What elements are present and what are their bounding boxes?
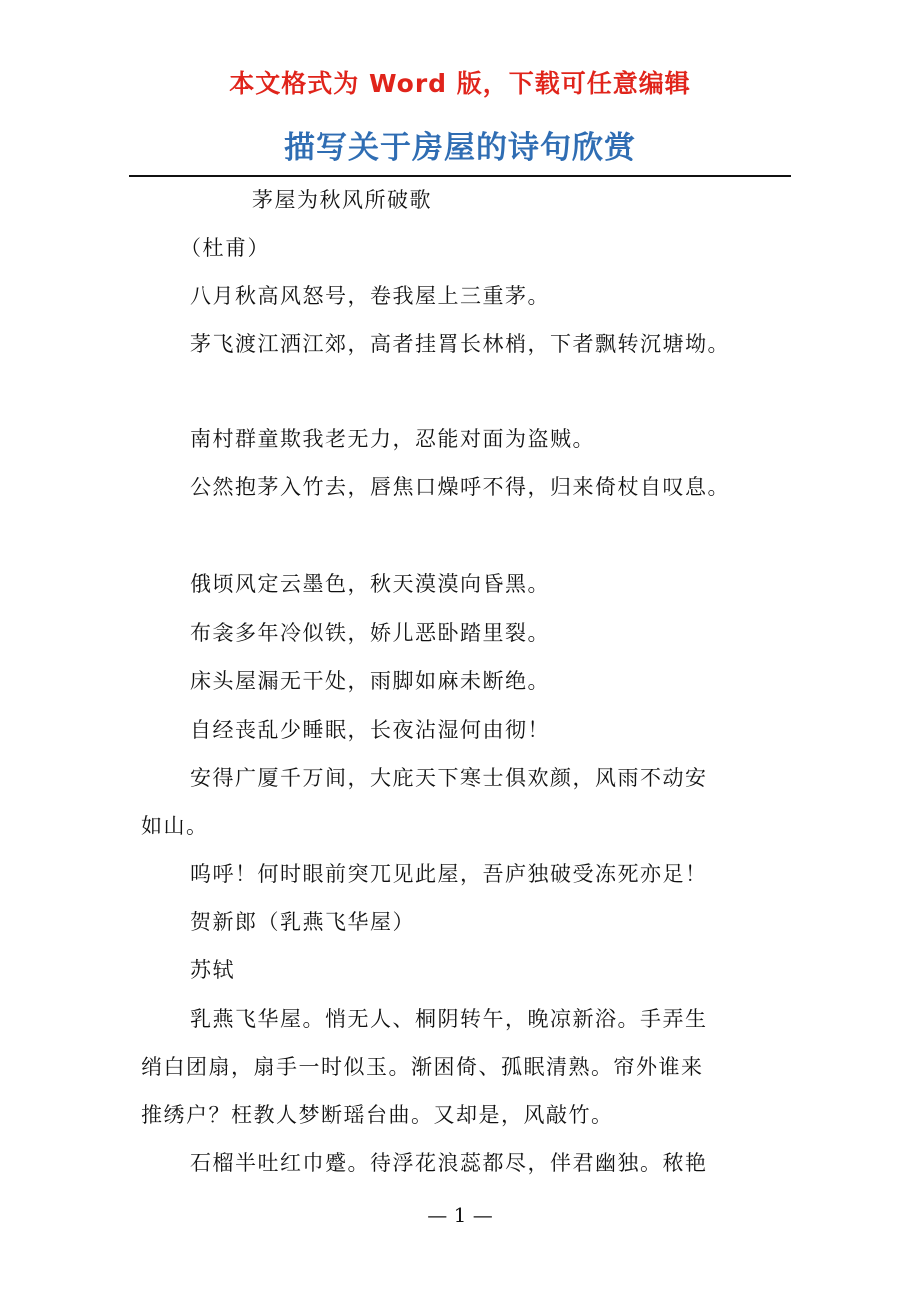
verse-line: 乳燕飞华屋。悄无人、桐阴转午，晚凉新浴。手弄生 — [190, 1007, 708, 1031]
author-line: （杜甫） — [180, 236, 270, 260]
author-line: 苏轼 — [190, 958, 235, 982]
document-title: 描写关于房屋的诗句欣赏 — [284, 130, 636, 166]
verse-line: 南村群童欺我老无力，忍能对面为盗贼。 — [190, 427, 595, 451]
download-notice-banner: 本文格式为 Word 版，下载可任意编辑 — [229, 69, 691, 98]
verse-line: 公然抱茅入竹去，唇焦口燥呼不得，归来倚杖自叹息。 — [190, 475, 730, 499]
verse-line: 茅飞渡江洒江郊，高者挂罥长林梢，下者飘转沉塘坳。 — [190, 332, 730, 356]
verse-line: 布衾多年冷似铁，娇儿恶卧踏里裂。 — [190, 621, 550, 645]
verse-line: 八月秋高风怒号，卷我屋上三重茅。 — [190, 284, 550, 308]
poem-title-line: 茅屋为秋风所破歌 — [252, 188, 432, 212]
page-number: — 1 — — [427, 1203, 493, 1227]
verse-line: 俄顷风定云墨色，秋天漠漠向昏黑。 — [190, 572, 550, 596]
verse-line: 呜呼！何时眼前突兀见此屋，吾庐独破受冻死亦足！ — [190, 862, 708, 886]
verse-line: 石榴半吐红巾蹙。待浮花浪蕊都尽，伴君幽独。秾艳 — [190, 1151, 708, 1175]
verse-line-continuation: 绡白团扇，扇手一时似玉。渐困倚、孤眠清熟。帘外谁来 — [141, 1055, 704, 1079]
verse-line: 自经丧乱少睡眠，长夜沾湿何由彻！ — [190, 718, 550, 742]
verse-line: 安得广厦千万间，大庇天下寒士俱欢颜，风雨不动安 — [190, 766, 708, 790]
verse-line-continuation: 如山。 — [141, 814, 209, 838]
poem-title-line: 贺新郎（乳燕飞华屋） — [190, 910, 415, 934]
verse-line-continuation: 推绣户？枉教人梦断瑶台曲。又却是，风敲竹。 — [141, 1103, 614, 1127]
title-divider — [129, 175, 791, 177]
verse-line: 床头屋漏无干处，雨脚如麻未断绝。 — [190, 669, 550, 693]
